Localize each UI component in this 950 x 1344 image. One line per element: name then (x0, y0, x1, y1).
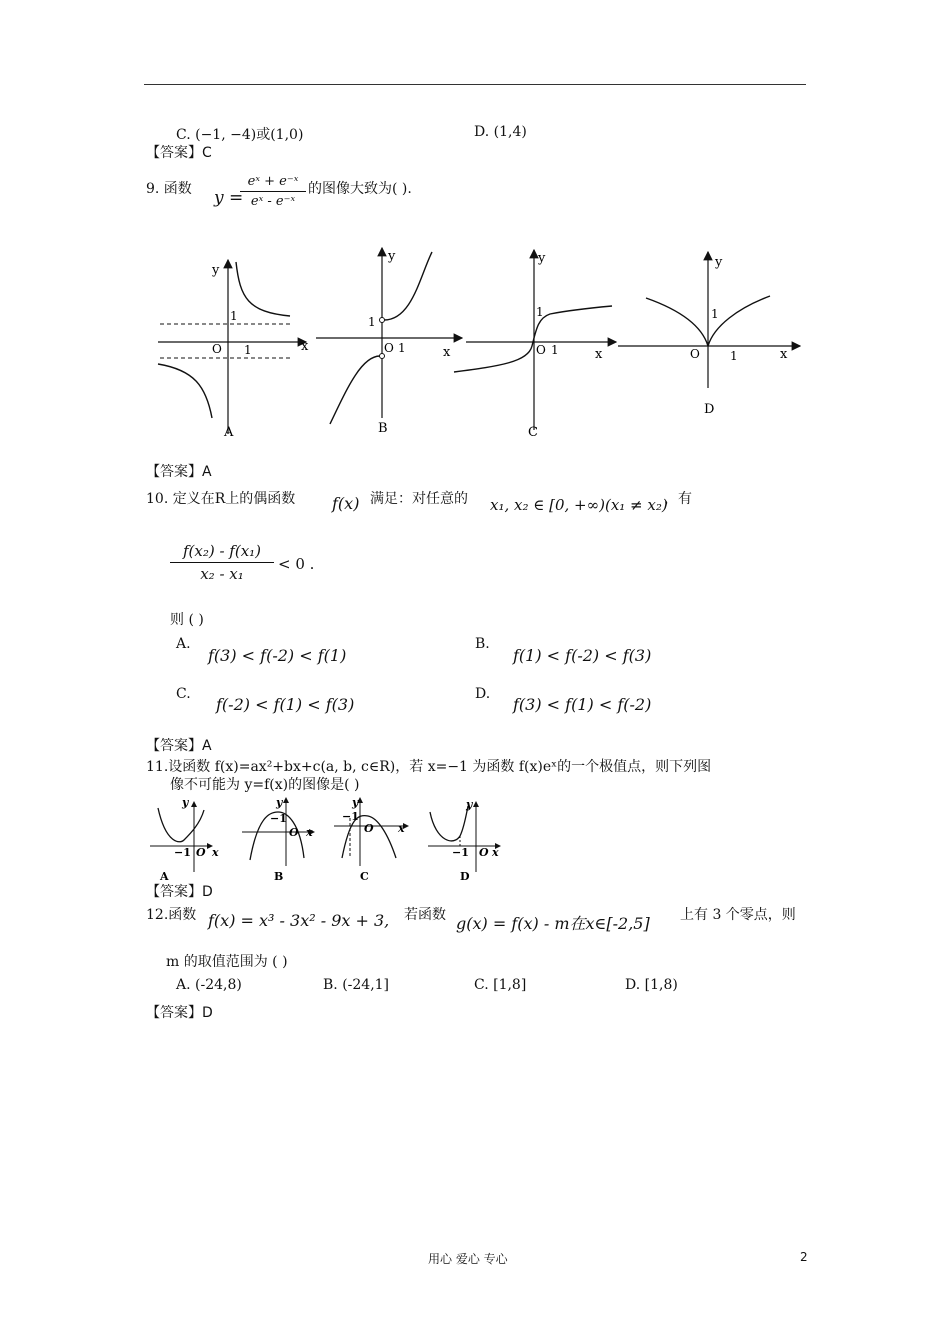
q11-b-y-label: y (276, 796, 283, 809)
q11-graph-d (428, 802, 500, 872)
q10-fx: f(x) (332, 494, 360, 513)
q11-answer: 【答案】D (146, 884, 213, 900)
q12-option-c: C. [1,8] (474, 977, 527, 993)
q9-d-curve-left (646, 298, 708, 346)
q10-stem-1: 10. 定义在R上的偶函数 (146, 491, 296, 507)
q9-numerator: eˣ + e⁻ˣ (247, 174, 299, 189)
q9-b-label: B (378, 421, 388, 436)
q9-b-y-label: y (388, 249, 396, 264)
q11-d-y-label: y (466, 798, 473, 811)
q10-option-a: f(3) < f(-2) < f(1) (208, 646, 347, 665)
q10-fraction (170, 542, 274, 583)
q11-b-origin: O (289, 826, 299, 839)
q10-option-d: f(3) < f(1) < f(-2) (513, 695, 652, 714)
q11-a-origin: O (196, 846, 206, 859)
q9-number: 9. 函数 (146, 181, 192, 197)
q9-d-one-y: 1 (711, 307, 719, 321)
q9-c-one-x: 1 (551, 343, 559, 357)
q12-f: f(x) = x³ - 3x² - 9x + 3, (208, 911, 390, 930)
q8-answer: 【答案】C (146, 145, 212, 161)
q9-a-curve-right (236, 262, 290, 316)
q11-c-origin: O (364, 822, 374, 835)
q9-c-y-label: y (538, 251, 546, 266)
q9-c-one-y: 1 (536, 305, 544, 319)
q11-c-x-label: x (398, 822, 405, 835)
q11-c-label: C (360, 870, 369, 883)
q10-condition: x₁, x₂ ∈ [0, +∞)(x₁ ≠ x₂) (490, 496, 668, 514)
q9-a-one-y: 1 (230, 309, 238, 323)
q9-d-y-label: y (715, 255, 723, 270)
q9-b-open-dot-top (380, 318, 385, 323)
q10-answer: 【答案】A (146, 738, 212, 754)
q10-option-c: f(-2) < f(1) < f(3) (216, 695, 355, 714)
q10-option-b: f(1) < f(-2) < f(3) (513, 646, 652, 665)
q12-option-d: D. [1,8) (625, 977, 678, 993)
q9-a-label: A (224, 425, 234, 440)
q10-option-a-label: A. (176, 636, 191, 652)
q9-answer: 【答案】A (146, 464, 212, 480)
q11-b-minus-one: −1 (270, 812, 287, 825)
q11-d-parabola (430, 806, 468, 841)
q11-a-parabola (158, 808, 204, 842)
q11-d-origin: O (479, 846, 489, 859)
header-rule (144, 84, 806, 85)
q11-a-minus-one: −1 (174, 846, 191, 859)
q12-option-b: B. (-24,1] (323, 977, 390, 993)
q10-stem-3: ，有 (664, 491, 692, 507)
q8-option-d: D. (1,4) (474, 124, 527, 140)
q11-a-x-label: x (212, 846, 219, 859)
q9-d-label: D (704, 402, 715, 417)
q11-a-label: A (160, 870, 169, 883)
q9-c-origin: O (536, 343, 546, 357)
q10-frac-rhs: < 0 . (278, 555, 315, 573)
q9-graph-b (316, 248, 462, 424)
q11-graph-a (150, 802, 212, 872)
q9-d-one-x: 1 (730, 349, 738, 363)
q10-option-b-label: B. (475, 636, 490, 652)
q9-c-label: C (528, 425, 538, 440)
q9-c-x-label: x (595, 347, 603, 362)
q9-fraction (240, 174, 306, 209)
q9-d-origin: O (690, 347, 700, 361)
q10-frac-numerator: f(x₂) - f(x₁) (182, 542, 262, 560)
q9-a-curve-left (158, 364, 212, 418)
footer-center: 用心 爱心 专心 (428, 1252, 508, 1266)
q11-d-label: D (460, 870, 470, 883)
q9-graphs (140, 246, 812, 442)
q9-graph-a (158, 260, 306, 434)
q11-d-x-label: x (492, 846, 499, 859)
q10-option-c-label: C. (176, 686, 191, 702)
q9-d-x-label: x (780, 347, 788, 362)
q12-stem-1: 12.函数 (146, 907, 197, 923)
q12-line-2: m 的取值范围为 ( ) (166, 954, 288, 970)
q10-stem-2: 满足：对任意的 (370, 491, 468, 507)
q11-b-x-label: x (306, 826, 313, 839)
q9-tail: 的图像大致为( ). (308, 181, 412, 197)
q11-line-1: 11.设函数 f(x)=ax²+bx+c(a, b, c∈R)，若 x=−1 为函数 f(x)eˣ的一个极值点，则下列图 (146, 759, 712, 775)
q12-answer: 【答案】D (146, 1005, 213, 1021)
q10-option-d-label: D. (475, 686, 491, 702)
q9-b-curve-left (330, 356, 380, 424)
q8-option-c: C. (−1, −4)或(1,0) (176, 127, 304, 143)
q9-d-curve-right (708, 296, 770, 346)
q9-graph-c (454, 250, 616, 430)
q9-a-one-x: 1 (244, 343, 252, 357)
q12-g: g(x) = f(x) - m在x∈[-2,5] (456, 914, 650, 933)
q11-c-minus-one: −1 (342, 810, 359, 823)
q9-c-curve (454, 306, 612, 372)
q12-option-a: A. (-24,8) (176, 977, 242, 993)
q9-a-y-label: y (212, 263, 220, 278)
q9-a-origin: O (212, 342, 222, 356)
q12-stem-3: 上有 3 个零点，则 (680, 907, 796, 923)
q12-stem-2: 若函数 (404, 907, 446, 923)
q9-b-x-label: x (443, 345, 451, 360)
q9-lhs: y = (214, 188, 244, 208)
q10-frac-denominator: x₂ - x₁ (200, 565, 244, 583)
q11-a-y-label: y (182, 796, 189, 809)
q10-then: 则 ( ) (170, 612, 204, 628)
q9-denominator: eˣ - e⁻ˣ (250, 194, 296, 209)
q9-a-x-label: x (301, 339, 309, 354)
q11-c-y-label: y (352, 796, 359, 809)
q11-graphs (146, 794, 516, 884)
q9-b-one-x: 1 (398, 341, 406, 355)
q11-line-2: 像不可能为 y=f(x)的图像是( ) (170, 777, 360, 793)
page-number: 2 (800, 1250, 808, 1264)
q9-b-one-y: 1 (368, 315, 376, 329)
q9-b-origin: O (384, 341, 394, 355)
q11-d-minus-one: −1 (452, 846, 469, 859)
q11-b-label: B (274, 870, 284, 883)
q9-graph-d (618, 252, 800, 388)
